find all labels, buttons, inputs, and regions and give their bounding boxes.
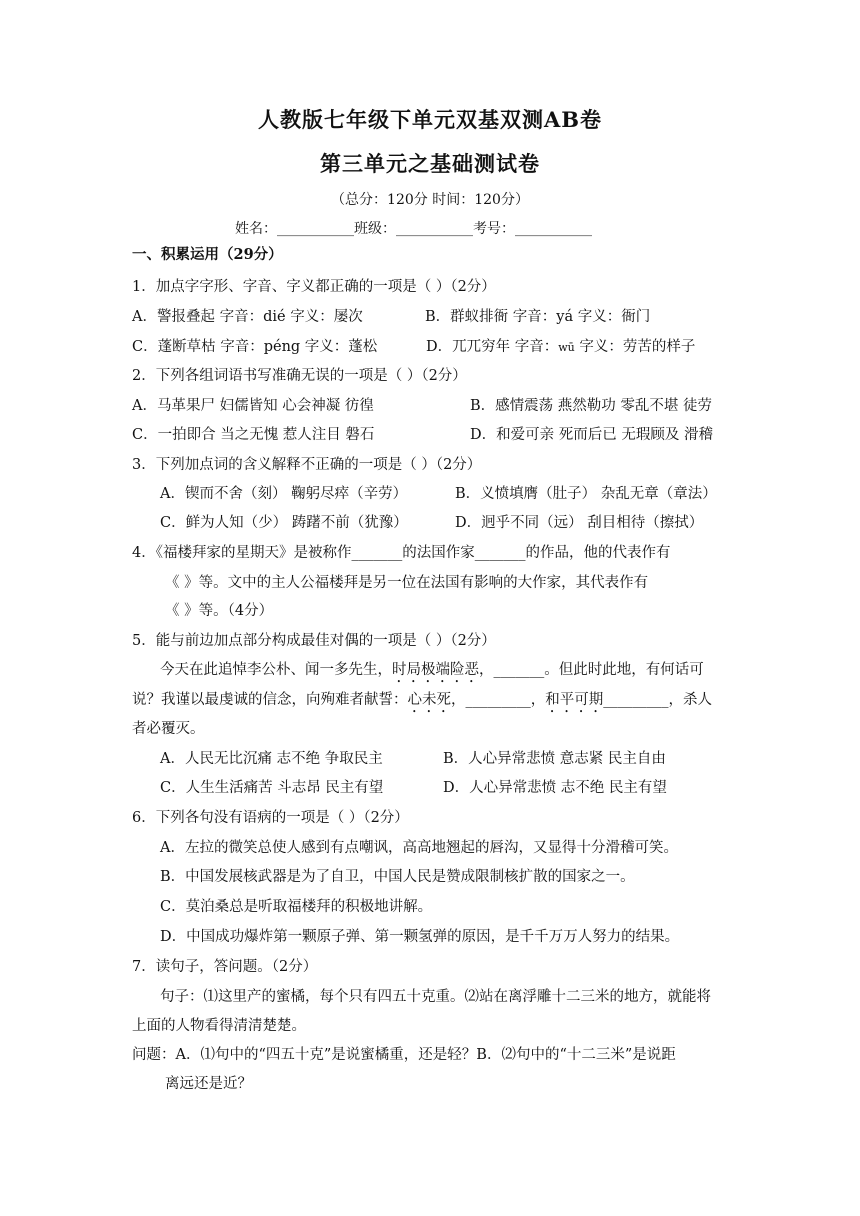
q6-option-c: C．莫泊桑总是听取福楼拜的积极地讲解。 bbox=[160, 899, 433, 915]
score-time-line: （总分：120分 时间：120分） bbox=[331, 192, 529, 208]
q5-stem: 5．能与前边加点部分构成最佳对偶的一项是（ ）（2分） bbox=[132, 633, 496, 649]
q5-passage-line-2: 说？我谨以最虔诚的信念，向殉难者献誓：心未死，_________，和平可期_________，杀人 bbox=[132, 692, 712, 708]
q3-stem: 3．下列加点词的含义解释不正确的一项是（ ）（2分） bbox=[132, 457, 482, 473]
q1-stem: 1．加点字字形、字音、字义都正确的一项是（ ）（2分） bbox=[132, 279, 496, 295]
q5-passage-line-1: 今天在此追悼李公朴、闻一多先生，时局极端险恶，_______。但此时此地，有何话可 bbox=[160, 662, 704, 678]
q7-question-line-1: 问题：A．⑴句中的“四五十克”是说蜜橘重，还是轻？B．⑵句中的“十二三米”是说距 bbox=[132, 1047, 676, 1063]
q2-option-b: B．感情震荡 燕然勒功 零乱不堪 徒劳 bbox=[470, 398, 712, 414]
q5-option-a: A．人民无比沉痛 志不绝 争取民主 bbox=[160, 751, 383, 767]
q2-stem: 2．下列各组词语书写准确无误的一项是（ ）（2分） bbox=[132, 368, 467, 384]
q5-option-b: B．人心异常悲愤 意志紧 民主自由 bbox=[443, 751, 666, 767]
q1-option-d: D．兀兀穷年 字音：wū 字义：劳苦的样子 bbox=[426, 339, 696, 355]
q3-option-a: A．锲而不舍（刻） 鞠躬尽瘁（辛劳） bbox=[160, 486, 408, 502]
q7-sentence-line-2: 上面的人物看得清清楚楚。 bbox=[132, 1018, 306, 1034]
q2-option-d: D．和爱可亲 死而后已 无瑕顾及 滑稽 bbox=[470, 427, 713, 443]
q1-option-a: A．警报叠起 字音：dié 字义：屡次 bbox=[132, 309, 363, 325]
q3-option-b: B．义愤填膺（肚子） 杂乱无章（章法） bbox=[455, 486, 717, 502]
page-title: 人教版七年级下单元双基双测AB卷 bbox=[257, 107, 603, 132]
q4-line-1: 4．《福楼拜家的星期天》是被称作_______的法国作家_______的作品，他的代表作有 bbox=[132, 545, 671, 561]
student-info-line: 姓名：___________班级：___________考号：___________ bbox=[235, 221, 592, 237]
section-heading: 一、积累运用（29分） bbox=[132, 246, 283, 263]
q6-option-a: A．左拉的微笑总使人感到有点嘲讽，高高地翘起的唇沟，又显得十分滑稽可笑。 bbox=[160, 840, 678, 856]
q5-option-d: D．人心异常悲愤 志不绝 民主有望 bbox=[443, 780, 667, 796]
q5-option-c: C．人生生活痛苦 斗志昂 民主有望 bbox=[160, 780, 384, 796]
q3-option-c: C．鲜为人知（少） 踌躇不前（犹豫） bbox=[160, 515, 408, 531]
q6-option-b: B．中国发展核武器是为了自卫，中国人民是赞成限制核扩散的国家之一。 bbox=[160, 869, 635, 885]
q6-stem: 6．下列各句没有语病的一项是（ ）（2分） bbox=[132, 810, 409, 826]
q3-option-d: D．迥乎不同（远） 刮目相待（擦拭） bbox=[455, 515, 704, 531]
q6-option-d: D．中国成功爆炸第一颗原子弹、第一颗氢弹的原因，是千千万万人努力的结果。 bbox=[160, 929, 680, 945]
page-subtitle: 第三单元之基础测试卷 bbox=[320, 151, 540, 176]
q2-option-a: A．马革果尸 妇儒皆知 心会神凝 彷徨 bbox=[132, 398, 374, 414]
q7-stem: 7．读句子，答问题。（2分） bbox=[132, 959, 318, 975]
q7-sentence-line-1: 句子：⑴这里产的蜜橘，每个只有四五十克重。⑵站在离浮雕十二三米的地方，就能将 bbox=[160, 989, 711, 1005]
q1-option-c: C．蓬断草枯 字音：péng 字义：蓬松 bbox=[132, 339, 378, 355]
q2-option-c: C．一拍即合 当之无愧 惹人注目 磐石 bbox=[132, 427, 375, 443]
q1-option-b: B．群蚁排衙 字音：yá 字义：衙门 bbox=[425, 309, 651, 325]
q4-line-2: 《 》等。文中的主人公福楼拜是另一位在法国有影响的大作家，其代表作有 bbox=[165, 575, 649, 591]
q5-passage-line-3: 者必覆灭。 bbox=[132, 721, 205, 737]
q7-question-line-2: 离远还是近？ bbox=[165, 1076, 252, 1092]
q4-line-3: 《 》等。（4分） bbox=[165, 603, 274, 619]
